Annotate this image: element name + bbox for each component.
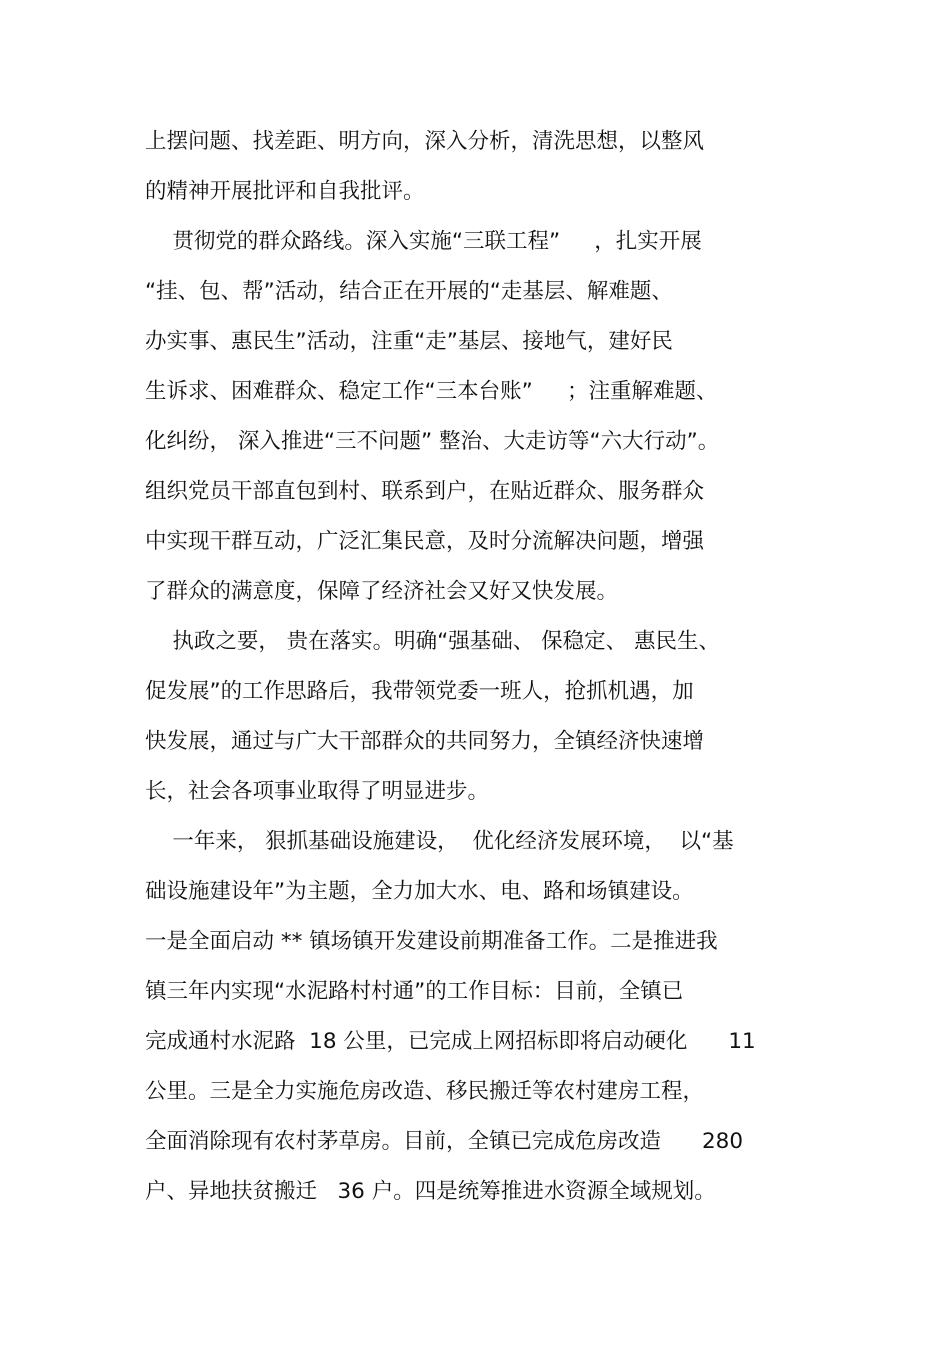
text-line: 全面消除现有农村茅草房。目前，全镇已完成危房改造 280	[145, 1129, 744, 1154]
text-line: 生诉求、困难群众、稳定工作“三本台账” ；注重解难题、	[145, 379, 718, 404]
text-line: 上摆问题、找差距、明方向，深入分析，清洗思想，以整风	[145, 129, 705, 154]
text-line: 促发展”的工作思路后，我带领党委一班人，抢抓机遇，加	[145, 679, 694, 704]
text-line: 执政之要， 贵在落实。明确“强基础、 保稳定、 惠民生、	[145, 629, 720, 654]
text-line: 镇三年内实现“水泥路村村通”的工作目标：目前，全镇已	[145, 979, 684, 1004]
text-line: 办实事、惠民生”活动，注重“走”基层、接地气，建好民	[145, 329, 673, 354]
text-line: “挂、包、帮”活动，结合正在开展的“走基层、解难题、	[145, 279, 673, 304]
text-line: 了群众的满意度，保障了经济社会又好又快发展。	[145, 579, 619, 604]
text-line: 贯彻党的群众路线。深入实施“三联工程” ，扎实开展	[145, 229, 702, 254]
text-line: 快发展，通过与广大干部群众的共同努力，全镇经济快速增	[145, 729, 705, 754]
text-line: 中实现干群互动，广泛汇集民意，及时分流解决问题，增强	[145, 529, 705, 554]
text-line: 础设施建设年”为主题，全力加大水、电、路和场镇建设。	[145, 879, 694, 904]
text-line: 组织党员干部直包到村、联系到户，在贴近群众、服务群众	[145, 479, 705, 504]
text-line: 公里。三是全力实施危房改造、移民搬迁等农村建房工程，	[145, 1079, 705, 1104]
text-line: 一是全面启动 ** 镇场镇开发建设前期准备工作。二是推进我	[145, 929, 718, 954]
text-line: 长，社会各项事业取得了明显进步。	[145, 779, 490, 804]
text-line: 一年来， 狠抓基础设施建设， 优化经济发展环境， 以“基	[145, 829, 734, 854]
text-line: 完成通村水泥路 18 公里，已完成上网招标即将启动硬化 11	[145, 1029, 756, 1054]
text-line: 户、异地扶贫搬迁 36 户。四是统筹推进水资源全域规划。	[145, 1179, 716, 1204]
text-line: 化纠纷， 深入推进“三不问题” 整治、大走访等“六大行动”。	[145, 429, 720, 454]
text-line: 的精神开展批评和自我批评。	[145, 179, 425, 204]
